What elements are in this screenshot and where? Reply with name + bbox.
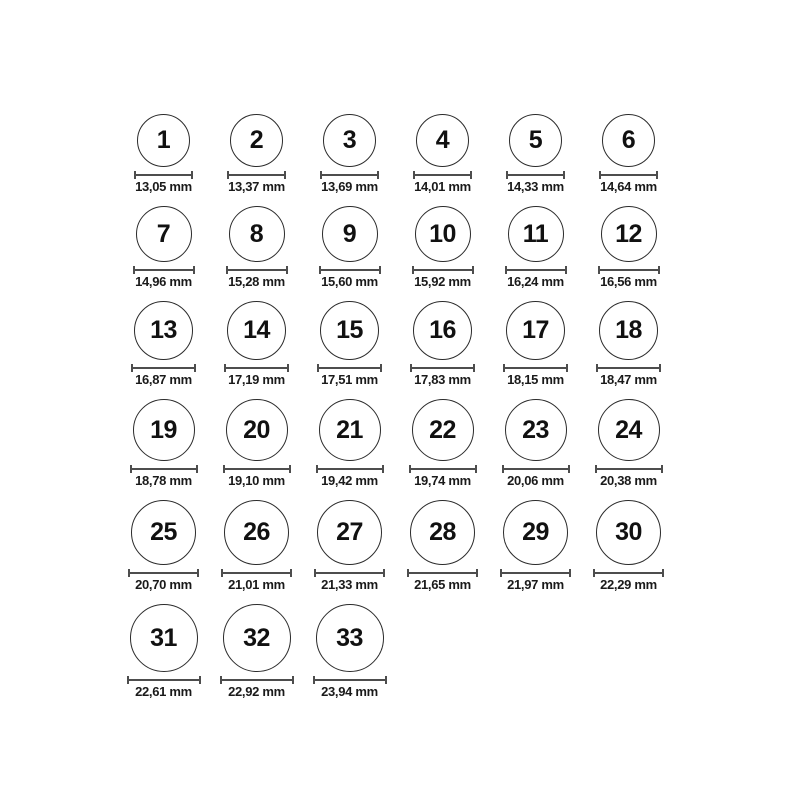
ring-size-cell — [117, 301, 210, 386]
ring-size-number: 27 — [336, 518, 363, 546]
diameter-measure-line — [505, 266, 567, 274]
ring-size-cell — [582, 301, 675, 386]
ring-size-cell — [117, 500, 210, 591]
diameter-measure-line — [407, 569, 478, 577]
ring-size-number: 19 — [150, 415, 177, 444]
diameter-label: 16,56 mm — [600, 274, 657, 289]
ring-size-cell — [117, 114, 210, 193]
ring-size-number: 12 — [615, 219, 642, 248]
ring-size-grid — [117, 114, 677, 711]
diameter-label: 15,92 mm — [414, 274, 471, 289]
ring-circle — [323, 114, 376, 167]
ring-circle — [598, 399, 660, 461]
ring-circle — [509, 114, 562, 167]
ring-circle — [137, 114, 190, 167]
ring-size-number: 13 — [150, 316, 177, 344]
ring-size-number: 8 — [249, 219, 264, 248]
ring-size-row — [117, 301, 677, 386]
ring-circle — [320, 301, 379, 360]
diameter-label: 13,69 mm — [321, 179, 378, 194]
diameter-label: 15,28 mm — [228, 274, 285, 289]
diameter-label: 19,10 mm — [228, 473, 285, 488]
ring-circle — [412, 399, 474, 461]
ring-size-number: 1 — [156, 126, 171, 154]
diameter-measure-line — [317, 364, 382, 372]
diameter-measure-line — [226, 266, 288, 274]
ring-size-cell — [582, 500, 675, 591]
ring-size-row — [117, 114, 677, 193]
diameter-label: 22,29 mm — [600, 577, 657, 592]
ring-circle — [130, 604, 198, 672]
diameter-label: 22,92 mm — [228, 684, 285, 699]
ring-size-number: 17 — [522, 316, 549, 344]
diameter-label: 14,01 mm — [414, 179, 471, 194]
ring-circle — [508, 206, 564, 262]
diameter-label: 20,06 mm — [507, 473, 564, 488]
ring-size-cell — [396, 500, 489, 591]
diameter-measure-line — [502, 465, 570, 473]
ring-size-number: 33 — [336, 623, 363, 652]
ring-circle — [503, 500, 568, 565]
diameter-measure-line — [409, 465, 477, 473]
diameter-measure-line — [223, 465, 291, 473]
ring-size-number: 25 — [150, 518, 177, 546]
ring-size-number: 6 — [621, 126, 636, 154]
diameter-label: 17,83 mm — [414, 372, 471, 387]
diameter-measure-line — [598, 266, 660, 274]
diameter-label: 21,65 mm — [414, 577, 471, 592]
ring-size-number: 7 — [156, 219, 171, 248]
diameter-label: 21,01 mm — [228, 577, 285, 592]
diameter-label: 18,47 mm — [600, 372, 657, 387]
ring-size-cell — [210, 114, 303, 193]
diameter-measure-line — [595, 465, 663, 473]
diameter-measure-line — [413, 171, 472, 179]
diameter-measure-line — [224, 364, 289, 372]
diameter-label: 18,78 mm — [135, 473, 192, 488]
ring-size-number: 26 — [243, 518, 270, 546]
ring-size-number: 30 — [615, 518, 642, 546]
diameter-measure-line — [313, 676, 387, 684]
ring-circle — [410, 500, 475, 565]
ring-circle — [416, 114, 469, 167]
ring-size-cell — [117, 206, 210, 288]
diameter-measure-line — [130, 465, 198, 473]
ring-circle — [322, 206, 378, 262]
ring-size-cell — [489, 114, 582, 193]
ring-circle — [506, 301, 565, 360]
ring-circle — [413, 301, 472, 360]
diameter-label: 22,61 mm — [135, 684, 192, 699]
ring-circle — [227, 301, 286, 360]
ring-circle — [134, 301, 193, 360]
diameter-label: 17,19 mm — [228, 372, 285, 387]
diameter-measure-line — [503, 364, 568, 372]
ring-size-number: 3 — [342, 126, 357, 154]
diameter-label: 14,64 mm — [600, 179, 657, 194]
ring-size-cell — [582, 399, 675, 487]
ring-size-row — [117, 206, 677, 288]
ring-size-number: 15 — [336, 316, 363, 344]
ring-circle — [599, 301, 658, 360]
ring-circle — [136, 206, 192, 262]
ring-size-number: 5 — [528, 126, 543, 154]
ring-size-number: 21 — [336, 415, 363, 444]
ring-circle — [319, 399, 381, 461]
diameter-measure-line — [319, 266, 381, 274]
diameter-label: 21,33 mm — [321, 577, 378, 592]
ring-size-cell — [396, 399, 489, 487]
ring-size-number: 2 — [249, 126, 264, 154]
ring-size-row — [117, 500, 677, 591]
diameter-measure-line — [133, 266, 195, 274]
diameter-measure-line — [599, 171, 658, 179]
ring-size-cell — [210, 604, 303, 698]
diameter-measure-line — [593, 569, 664, 577]
diameter-measure-line — [500, 569, 571, 577]
diameter-label: 16,24 mm — [507, 274, 564, 289]
ring-size-cell — [303, 206, 396, 288]
ring-circle — [415, 206, 471, 262]
ring-size-cell — [489, 301, 582, 386]
diameter-measure-line — [316, 465, 384, 473]
diameter-label: 20,70 mm — [135, 577, 192, 592]
ring-size-number: 28 — [429, 518, 456, 546]
diameter-label: 14,33 mm — [507, 179, 564, 194]
diameter-measure-line — [220, 676, 294, 684]
diameter-label: 20,38 mm — [600, 473, 657, 488]
ring-size-number: 23 — [522, 415, 549, 444]
diameter-measure-line — [221, 569, 292, 577]
diameter-measure-line — [131, 364, 196, 372]
ring-size-cell — [117, 604, 210, 698]
diameter-label: 13,37 mm — [228, 179, 285, 194]
ring-circle — [317, 500, 382, 565]
ring-size-number: 18 — [615, 316, 642, 344]
ring-size-number: 14 — [243, 316, 270, 344]
ring-size-number: 9 — [342, 219, 357, 248]
ring-size-cell — [396, 301, 489, 386]
diameter-measure-line — [314, 569, 385, 577]
ring-size-row — [117, 604, 677, 698]
diameter-measure-line — [134, 171, 193, 179]
ring-size-cell — [210, 206, 303, 288]
ring-circle — [505, 399, 567, 461]
ring-circle — [224, 500, 289, 565]
ring-size-row — [117, 399, 677, 487]
ring-size-cell — [489, 206, 582, 288]
ring-circle — [229, 206, 285, 262]
ring-size-cell — [210, 301, 303, 386]
ring-circle — [602, 114, 655, 167]
diameter-label: 19,74 mm — [414, 473, 471, 488]
diameter-label: 16,87 mm — [135, 372, 192, 387]
diameter-label: 18,15 mm — [507, 372, 564, 387]
ring-size-cell — [396, 114, 489, 193]
ring-circle — [601, 206, 657, 262]
diameter-label: 19,42 mm — [321, 473, 378, 488]
ring-circle — [230, 114, 283, 167]
diameter-measure-line — [320, 171, 379, 179]
ring-size-cell — [303, 500, 396, 591]
diameter-measure-line — [412, 266, 474, 274]
ring-size-cell — [303, 114, 396, 193]
ring-circle — [131, 500, 196, 565]
diameter-measure-line — [127, 676, 201, 684]
ring-size-cell — [303, 604, 396, 698]
diameter-label: 21,97 mm — [507, 577, 564, 592]
ring-size-cell — [117, 399, 210, 487]
ring-size-cell — [303, 301, 396, 386]
ring-circle — [223, 604, 291, 672]
ring-size-cell — [303, 399, 396, 487]
ring-circle — [133, 399, 195, 461]
ring-size-number: 29 — [522, 518, 549, 546]
diameter-measure-line — [227, 171, 286, 179]
ring-circle — [596, 500, 661, 565]
ring-size-number: 24 — [615, 415, 642, 444]
ring-size-number: 11 — [522, 219, 549, 248]
ring-size-cell — [489, 399, 582, 487]
ring-size-cell — [582, 114, 675, 193]
diameter-label: 23,94 mm — [321, 684, 378, 699]
ring-size-number: 20 — [243, 415, 270, 444]
ring-circle — [226, 399, 288, 461]
ring-size-number: 16 — [429, 316, 456, 344]
diameter-label: 17,51 mm — [321, 372, 378, 387]
ring-size-number: 4 — [435, 126, 450, 154]
diameter-measure-line — [506, 171, 565, 179]
diameter-measure-line — [410, 364, 475, 372]
diameter-measure-line — [128, 569, 199, 577]
diameter-label: 14,96 mm — [135, 274, 192, 289]
diameter-label: 13,05 mm — [135, 179, 192, 194]
ring-size-number: 32 — [243, 623, 270, 652]
ring-size-cell — [489, 500, 582, 591]
ring-size-cell — [396, 206, 489, 288]
ring-circle — [316, 604, 384, 672]
ring-size-number: 22 — [429, 415, 456, 444]
ring-size-number: 31 — [150, 623, 177, 652]
ring-size-cell — [210, 500, 303, 591]
ring-size-cell — [210, 399, 303, 487]
diameter-measure-line — [596, 364, 661, 372]
diameter-label: 15,60 mm — [321, 274, 378, 289]
ring-size-cell — [582, 206, 675, 288]
ring-size-number: 10 — [429, 219, 456, 248]
